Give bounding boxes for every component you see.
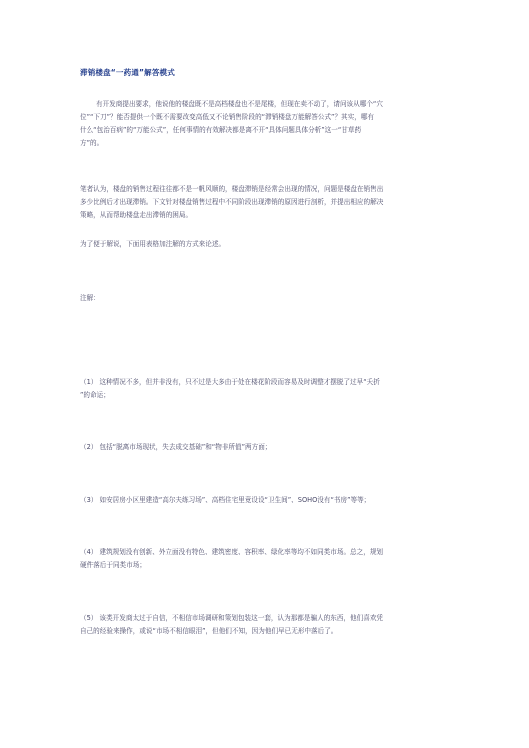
analysis-paragraph	[80, 183, 450, 222]
intro-line: 什么“包治百病”的“万能公式”，任何事情的有效解决都是离不开“具体问题具体分析”这一“甘草药	[80, 126, 362, 134]
note-item-4	[80, 546, 450, 572]
note-line: （4） 建筑规划没有创新、外立面没有特色、建筑密度、容积率、绿化率等均不如同类市场。总之，规划	[80, 548, 384, 556]
note-item-1	[80, 376, 450, 402]
analysis-line: 多少比例后才出现滞销。下文针对楼盘销售过程中不同阶段出现滞销的原因进行剖析，并提出相应的解决	[80, 198, 384, 206]
method-line: 为了便于解说，下面用表格加注解的方式来论述。	[80, 240, 226, 248]
intro-line: 有开发商提出要求，他说他的楼盘既不是高档楼盘也不是尾楼，但现在卖不动了，请问该从哪个“穴	[96, 100, 383, 108]
intro-line: 方”的。	[80, 139, 104, 147]
intro-paragraph	[80, 98, 450, 150]
analysis-line: 策略，从而帮助楼盘走出滞销的困局。	[80, 211, 193, 219]
note-item-2	[80, 441, 450, 454]
note-line: 硬件落后于同类市场；	[80, 561, 146, 569]
method-paragraph	[80, 238, 450, 251]
note-line: （5） 该类开发商太过于自信，不相信市场调研和策划包装这一套，认为那都是骗人的东西，他们喜欢凭	[80, 614, 384, 622]
note-line: 自己的经验来操作，或说“市场不相信眼泪”，但他们不知，因为他们早已无形中落后了。	[80, 627, 338, 635]
note-line: （2） 包括“脱离市场现状，失去成交基础”和“物非所值”两方面；	[80, 443, 272, 451]
analysis-line: 笔者认为，楼盘的销售过程往往都不是一帆风顺的，楼盘滞销是经常会出现的情况，问题是楼盘在销售出	[80, 185, 384, 193]
note-line: （1） 这种情况不多，但并非没有，只不过是大多由于处在楼花阶段而容易及时调整才摆脱了过早“夭折	[80, 378, 380, 386]
notes-label	[80, 292, 450, 305]
note-item-3	[80, 494, 450, 507]
note-line: ”的命运；	[80, 391, 110, 399]
intro-line: 位”“下刀”？能否提供一个既不需要改变高低又不论销售阶段的“滞销楼盘万能解答公式”？其实，哪有	[80, 113, 375, 121]
note-line: （3） 如安居房小区里建造“高尔夫练习场”、高档住宅里竟设设“卫生间”、SOHO没有“书房”等等；	[80, 496, 371, 504]
notes-label-text: 注解：	[80, 294, 100, 302]
note-item-5	[80, 612, 450, 638]
document-title: 滞销楼盘“一药通”解答模式	[80, 68, 175, 77]
